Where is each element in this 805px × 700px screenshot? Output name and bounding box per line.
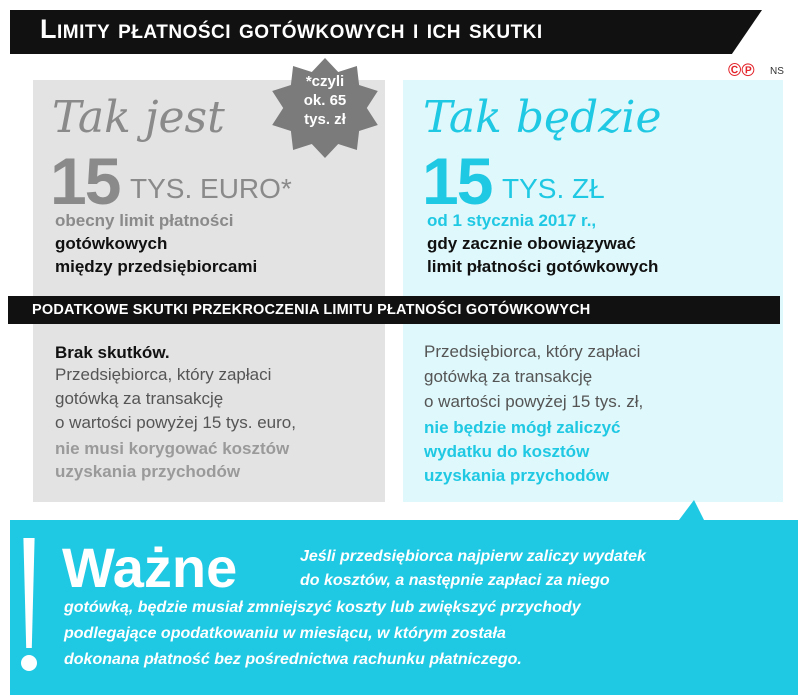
author-initials: NS — [770, 66, 784, 77]
future-effect-line3: o wartości powyżej 15 tys. zł, — [424, 392, 644, 411]
important-line3: gotówką, będzie musiał zmniejszyć koszty lub zwiększyć przychody — [64, 599, 581, 616]
future-effect-line2: gotówką za transakcję — [424, 367, 593, 386]
important-line5: dokonana płatność bez pośrednictwa rachunku płatniczego. — [64, 651, 522, 668]
publisher-logo: ©℗ — [728, 60, 755, 80]
important-line2: do kosztów, a następnie zapłaci za niego — [300, 572, 610, 589]
future-effect-highlight3: uzyskania przychodów — [424, 466, 610, 485]
current-desc-line1: obecny limit płatności — [55, 211, 234, 230]
important-line4: podlegające opodatkowaniu w miesiącu, w którym została — [64, 625, 506, 642]
current-limit-number: 15 — [50, 144, 120, 218]
exclamation-dot-icon — [21, 655, 37, 671]
current-effect-highlight2: uzyskania przychodów — [55, 462, 241, 481]
future-limit-number: 15 — [422, 144, 492, 218]
conversion-note-line2: ok. 65 — [303, 92, 347, 109]
conversion-note — [290, 72, 360, 129]
current-desc-line2: gotówkowych — [55, 234, 168, 253]
future-desc-line3: limit płatności gotówkowych — [427, 257, 659, 276]
current-effect-line1: Przedsiębiorca, który zapłaci — [55, 365, 272, 384]
current-heading: Tak jest — [52, 92, 225, 143]
important-line1: Jeśli przedsiębiorca najpierw zaliczy wydatek — [300, 548, 646, 565]
future-effect-highlight2: wydatku do kosztów — [424, 442, 590, 461]
future-desc-line2: gdy zacznie obowiązywać — [427, 234, 636, 253]
future-limit-unit: TYS. ZŁ — [502, 173, 605, 204]
current-desc-line3: między przedsiębiorcami — [55, 257, 258, 276]
infographic-title: Limity płatności gotówkowych i ich skutki — [40, 14, 543, 44]
current-effect-line2: gotówką za transakcję — [55, 389, 224, 408]
current-limit-unit: TYS. EURO* — [130, 173, 292, 204]
future-heading: Tak będzie — [423, 92, 662, 143]
important-label: Ważne — [62, 536, 238, 599]
effects-header: PODATKOWE SKUTKI PRZEKROCZENIA LIMITU PŁATNOŚCI GOTÓWKOWYCH — [32, 302, 591, 318]
current-effect-highlight1: nie musi korygować kosztów — [55, 439, 290, 458]
current-effect-line3: o wartości powyżej 15 tys. euro, — [55, 413, 296, 432]
future-desc-line1: od 1 stycznia 2017 r., — [427, 211, 597, 230]
current-effect-title: Brak skutków. — [55, 343, 170, 362]
future-effect-highlight1: nie będzie mógł zaliczyć — [424, 418, 621, 437]
future-effect-line1: Przedsiębiorca, który zapłaci — [424, 342, 641, 361]
conversion-note-line1: *czyli — [305, 73, 345, 90]
conversion-note-line3: tys. zł — [304, 111, 346, 128]
